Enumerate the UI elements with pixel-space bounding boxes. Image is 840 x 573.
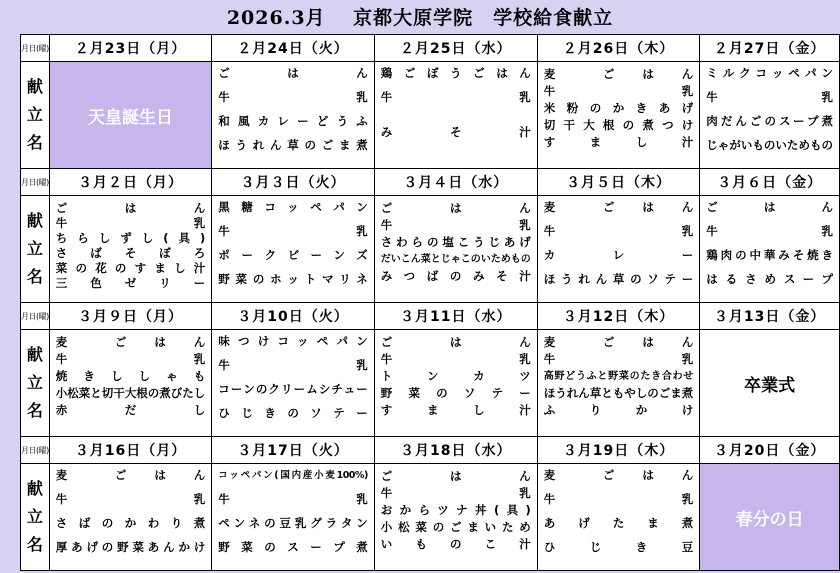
menu-item: ほうれん草のごま煮 (218, 139, 368, 152)
menu-item: 鶏肉の中華みそ焼き (706, 249, 833, 262)
date-cell: ２月24日（火） (212, 35, 375, 62)
menu-item: 野 菜 の ス ー プ 煮 (218, 541, 368, 554)
menu-name-char: 献 (26, 211, 43, 230)
menu-item: 黒糖コッペパン (218, 201, 368, 214)
menu-row (21, 196, 840, 303)
menu-cell (537, 464, 700, 571)
menu-name-char: 献 (26, 479, 43, 498)
menu-item: 牛 乳 (543, 85, 694, 98)
menu-item: 牛 乳 (706, 225, 833, 238)
date-header-label: 月日(曜) (21, 35, 50, 62)
menu-name-char: 立 (26, 507, 43, 526)
menu-item: あ げ た ま 煮 (543, 517, 694, 530)
menu-item: 厚あげの野菜あんかけ (55, 541, 206, 554)
menu-item: ご は ん (380, 336, 531, 349)
menu-table (20, 34, 840, 571)
menu-name-char: 献 (26, 77, 43, 96)
menu-item: 三 色 ゼ リ ー (55, 277, 206, 290)
menu-cell (212, 464, 375, 571)
menu-item: おからツナ丼(具) (380, 504, 531, 517)
menu-item: みつばのみそ汁 (380, 270, 531, 283)
menu-item: 麦 ご は ん (543, 68, 694, 81)
menu-item: 切干大根の煮つけ (543, 119, 694, 132)
date-cell: ３月19日（木） (537, 437, 700, 464)
menu-item: す ま し 汁 (380, 404, 531, 417)
date-header-row (21, 169, 840, 196)
menu-name-label (21, 62, 50, 169)
menu-item: ペンネの豆乳グラタン (218, 517, 368, 530)
menu-item: コーンのクリームシチュー (218, 383, 368, 396)
menu-name-char: 名 (26, 133, 43, 152)
menu-item: さばのかわり煮 (55, 517, 206, 530)
menu-item: じゃがいものいためもの (706, 139, 833, 152)
menu-item: 麦 ご は ん (543, 336, 694, 349)
menu-item: ご は ん (55, 202, 206, 215)
menu-item: い も の こ 汁 (380, 538, 531, 551)
page-title: 2026.3月 京都大原学院 学校給食献立 (226, 7, 614, 29)
menu-cell (537, 196, 700, 303)
menu-name-char: 立 (26, 105, 43, 124)
menu-item: 牛 乳 (380, 91, 531, 104)
menu-item: 牛 乳 (380, 487, 531, 500)
date-cell: ３月16日（月） (49, 437, 212, 464)
menu-name-char: 名 (26, 535, 43, 554)
menu-item: 和風カレーどうふ (218, 115, 368, 128)
menu-item: 牛 乳 (380, 353, 531, 366)
menu-item: ト ン カ ツ (380, 370, 531, 383)
menu-row (21, 464, 840, 571)
menu-item: 焼 き し し ゃ も (55, 370, 206, 383)
menu-item: 牛 乳 (55, 217, 206, 230)
menu-item: ポークビーンズ (218, 249, 368, 262)
date-cell: ３月10日（火） (212, 303, 375, 330)
menu-item: ちらしずし(具) (55, 232, 206, 245)
menu-item: はるさめスープ (706, 273, 833, 286)
menu-item: 牛 乳 (380, 219, 531, 232)
date-cell: ３月２日（月） (49, 169, 212, 196)
menu-item: 麦 ご は ん (55, 336, 206, 349)
menu-row (21, 330, 840, 437)
menu-item: 牛 乳 (218, 225, 368, 238)
date-cell: ２月23日（月） (49, 35, 212, 62)
menu-cell (374, 330, 537, 437)
menu-item: ご は ん (380, 470, 531, 483)
date-cell: ３月12日（木） (537, 303, 700, 330)
date-cell: ３月18日（水） (374, 437, 537, 464)
date-cell: ３月20日（金） (700, 437, 840, 464)
menu-item: す ま し 汁 (543, 136, 694, 149)
menu-item: 菜の花のすまし汁 (55, 262, 206, 275)
menu-cell (700, 196, 840, 303)
menu-item: 高野どうふと野菜のたき合わせ (543, 371, 694, 382)
date-cell: ３月13日（金） (700, 303, 840, 330)
menu-item: さわらの塩こうじあげ (380, 236, 531, 249)
date-header-label: 月日(曜) (21, 437, 50, 464)
date-cell: ３月６日（金） (700, 169, 840, 196)
menu-item: 肉だんごのスープ煮 (706, 115, 833, 128)
menu-item: ふ り か け (543, 404, 694, 417)
menu-cell (212, 62, 375, 169)
menu-cell (212, 196, 375, 303)
menu-item: 米粉のかきあげ (543, 102, 694, 115)
menu-item: ミルクコッペパン (706, 67, 833, 80)
date-cell: ３月５日（木） (537, 169, 700, 196)
menu-item: 麦 ご は ん (55, 469, 206, 482)
menu-item: 牛 乳 (55, 493, 206, 506)
menu-item: 牛 乳 (218, 493, 368, 506)
date-cell: ３月11日（水） (374, 303, 537, 330)
date-cell: ３月４日（水） (374, 169, 537, 196)
menu-name-label (21, 464, 50, 571)
menu-cell (700, 62, 840, 169)
menu-item: 牛 乳 (218, 359, 368, 372)
menu-item: コッペパン(国内産小麦100%) (218, 470, 368, 481)
menu-item: 牛 乳 (543, 353, 694, 366)
date-cell: ３月９日（月） (49, 303, 212, 330)
menu-item: 鶏ごぼうごはん (380, 67, 531, 80)
date-header-row (21, 35, 840, 62)
menu-name-char: 名 (26, 401, 43, 420)
menu-item: 麦 ご は ん (543, 469, 694, 482)
menu-item: ほうれん草ともやしのごま煮 (543, 387, 694, 400)
menu-item: 牛 乳 (543, 225, 694, 238)
menu-item: カ レ ー (543, 249, 694, 262)
menu-cell (537, 62, 700, 169)
menu-row (21, 62, 840, 169)
menu-name-label (21, 196, 50, 303)
menu-cell (49, 464, 212, 571)
date-cell: ３月３日（火） (212, 169, 375, 196)
menu-cell (374, 62, 537, 169)
menu-cell (374, 464, 537, 571)
menu-cell (537, 330, 700, 437)
menu-item: さ ば そ ぼ ろ (55, 247, 206, 260)
menu-item: 赤 だ し (55, 404, 206, 417)
date-header-row (21, 437, 840, 464)
menu-item: 味つけコッペパン (218, 335, 368, 348)
menu-item: み そ 汁 (380, 126, 531, 139)
menu-cell (374, 196, 537, 303)
menu-item: 小松菜のごまいため (380, 521, 531, 534)
menu-item: 野 菜 の ソ テ ー (380, 387, 531, 400)
menu-cell (49, 330, 212, 437)
menu-name-label (21, 330, 50, 437)
menu-item: だいこん菜とじゃこのいためもの (380, 254, 531, 265)
date-cell: ２月25日（水） (374, 35, 537, 62)
holiday-cell: 春分の日 (700, 464, 840, 571)
menu-name-char: 名 (26, 267, 43, 286)
menu-name-char: 献 (26, 345, 43, 364)
menu-item: 牛 乳 (706, 91, 833, 104)
menu-item: 牛 乳 (55, 353, 206, 366)
menu-item: ひ じ き 豆 (543, 541, 694, 554)
menu-item: ご は ん (218, 67, 368, 80)
date-cell: ２月27日（金） (700, 35, 840, 62)
menu-cell (49, 196, 212, 303)
date-header-row (21, 303, 840, 330)
menu-item: 小松菜と切干大根の煮びたし (55, 387, 206, 400)
holiday-cell: 天皇誕生日 (49, 62, 212, 169)
special-event-cell: 卒業式 (700, 330, 840, 437)
menu-name-char: 立 (26, 373, 43, 392)
menu-item: ご は ん (380, 202, 531, 215)
menu-item: ご は ん (706, 201, 833, 214)
menu-name-char: 立 (26, 239, 43, 258)
menu-item: ほうれん草のソテー (543, 273, 694, 286)
menu-item: 牛 乳 (218, 91, 368, 104)
date-cell: ２月26日（木） (537, 35, 700, 62)
date-header-label: 月日(曜) (21, 169, 50, 196)
menu-item: 牛 乳 (543, 493, 694, 506)
date-header-label: 月日(曜) (21, 303, 50, 330)
menu-item: 野菜のホットマリネ (218, 273, 368, 286)
menu-item: 麦 ご は ん (543, 201, 694, 214)
menu-cell (212, 330, 375, 437)
date-cell: ３月17日（火） (212, 437, 375, 464)
menu-item: ひじきのソテー (218, 407, 368, 420)
